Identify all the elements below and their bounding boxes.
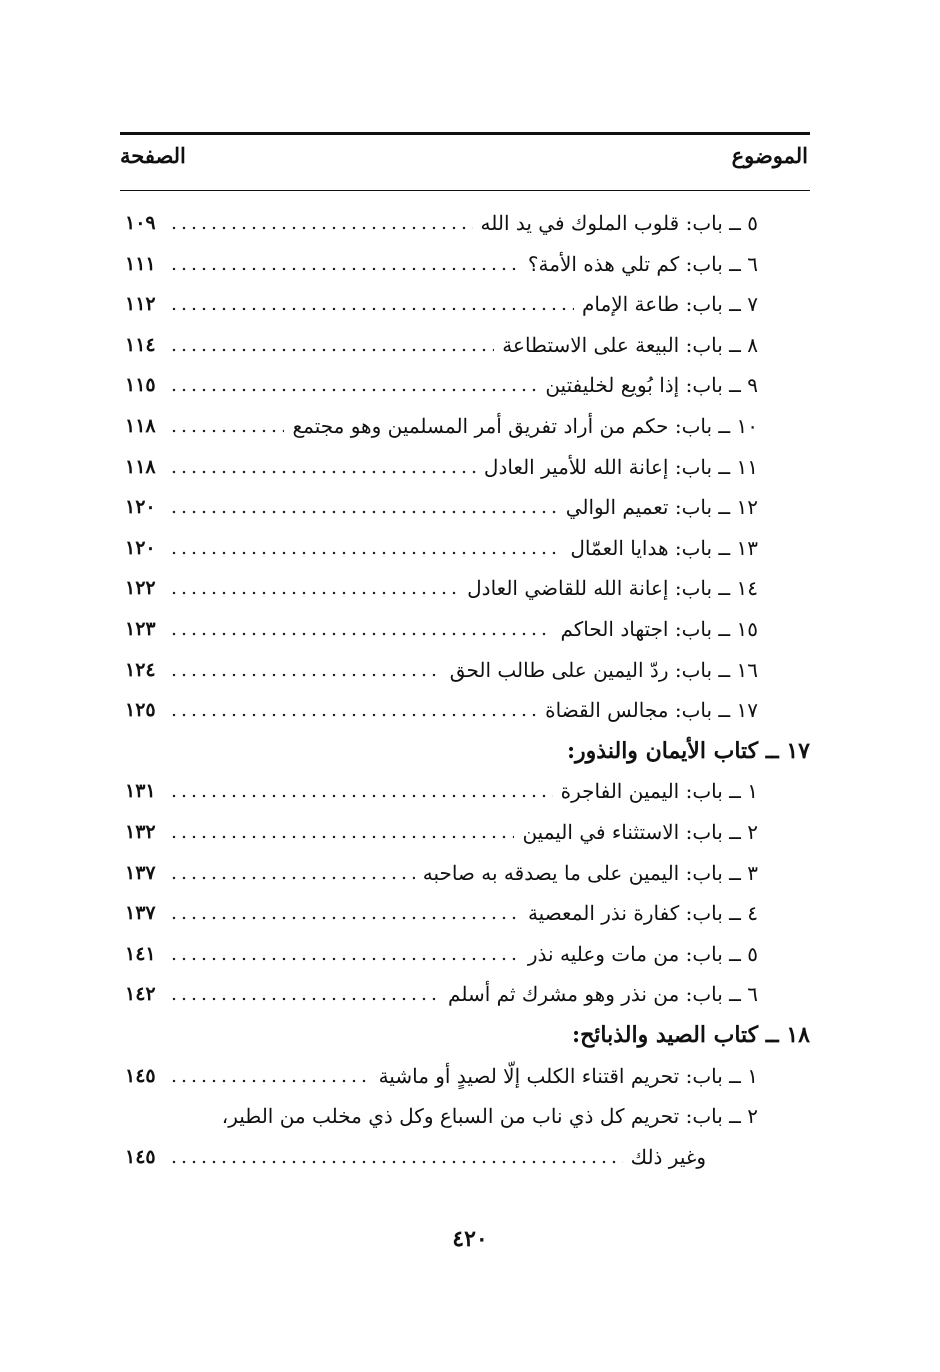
entry-page-number: ١٣١	[125, 780, 156, 803]
entry-page-number: ١١٥	[125, 374, 156, 397]
entry-title: ١٢ ــ باب: تعميم الوالي	[565, 495, 758, 520]
toc-entry	[125, 855, 758, 891]
dot-leader	[169, 712, 537, 718]
entry-title: وغير ذلك	[630, 1144, 706, 1169]
toc-entry	[125, 1098, 758, 1134]
entry-title: ١٤ ــ باب: إعانة الله للقاضي العادل	[467, 576, 758, 601]
dot-leader	[169, 590, 459, 596]
entry-page-number: ١٤٥	[125, 1145, 156, 1168]
entry-title: ١ ــ باب: اليمين الفاجرة	[560, 779, 758, 804]
dot-leader	[169, 672, 442, 678]
toc-entry	[125, 692, 758, 728]
entry-page-number: ١١٨	[125, 415, 156, 437]
dot-leader	[169, 306, 574, 312]
entry-title: ١٠ ــ باب: حكم من أراد تفريق أمر المسلمين وهو مجتمع	[292, 414, 758, 438]
toc-entry	[125, 936, 758, 972]
toc-entry	[125, 1058, 758, 1094]
entry-title: ٢ ــ باب: الاستثناء في اليمين	[522, 820, 758, 844]
entry-page-number: ١١٤	[125, 333, 156, 356]
toc-entry	[125, 367, 758, 403]
dot-leader	[169, 1078, 371, 1084]
toc-entry	[125, 205, 758, 241]
entry-page-number: ١٤٥	[125, 1064, 156, 1087]
entry-title: ١٧ ــ باب: مجالس القضاة	[545, 698, 758, 723]
toc-entry	[125, 652, 758, 688]
dot-leader	[169, 509, 558, 515]
section-title: ١٧ ــ كتاب الأيمان والنذور:	[566, 737, 810, 764]
toc-entry	[125, 246, 758, 282]
entry-title: ٧ ــ باب: طاعة الإمام	[582, 292, 758, 317]
dot-leader	[169, 225, 473, 231]
topic-column-header: الموضوع	[731, 143, 808, 168]
entry-page-number: ١٣٢	[125, 821, 156, 843]
dot-leader	[169, 793, 553, 799]
dot-leader	[169, 347, 494, 353]
dot-leader	[169, 875, 415, 881]
toc-entry	[125, 611, 758, 647]
entry-page-number: ١٢٢	[125, 577, 156, 600]
toc-entry	[125, 449, 758, 485]
section-title: ١٨ ــ كتاب الصيد والذبائح:	[571, 1022, 810, 1048]
entry-title: ١٦ ــ باب: ردّ اليمين على طالب الحق	[449, 657, 758, 682]
toc-entry	[125, 773, 758, 809]
toc-entry	[125, 489, 758, 525]
entry-title: ٩ ــ باب: إذا بُويع لخليفتين	[545, 373, 758, 398]
entry-title: ١٥ ــ باب: اجتهاد الحاكم	[560, 617, 758, 641]
entry-page-number: ١٣٧	[125, 861, 156, 884]
entry-title: ١٣ ــ باب: هدايا العمّال	[570, 535, 758, 560]
entry-title: ٦ ــ باب: كم تلي هذه الأمة؟	[527, 251, 758, 276]
toc-entry	[125, 530, 758, 566]
entry-title: ٤ ــ باب: كفارة نذر المعصية	[527, 901, 758, 926]
toc-entry	[125, 814, 758, 850]
entry-title: ١١ ــ باب: إعانة الله للأمير العادل	[483, 454, 758, 479]
toc-entry	[125, 976, 758, 1012]
entry-title: ٥ ــ باب: قلوب الملوك في يد الله	[480, 211, 758, 235]
entry-page-number: ١٤١	[125, 942, 156, 965]
dot-leader	[169, 631, 552, 637]
entry-page-number: ١٣٧	[125, 902, 156, 925]
dot-leader	[169, 956, 520, 962]
entry-title: ٢ ــ باب: تحريم كل ذي ناب من السباع وكل ذي مخلب من الطير،	[221, 1104, 758, 1129]
toc-entry	[125, 1139, 758, 1175]
toc-section-heading	[572, 1017, 810, 1053]
entry-page-number: ١١٢	[125, 293, 156, 316]
entry-title: ٦ ــ باب: من نذر وهو مشرك ثم أسلم	[448, 982, 758, 1007]
entry-page-number: ١٢٠	[125, 536, 156, 559]
entry-title: ٨ ــ باب: البيعة على الاستطاعة	[502, 332, 758, 357]
entry-page-number: ١٢٤	[125, 658, 156, 681]
dot-leader	[169, 550, 562, 556]
toc-entry	[125, 286, 758, 322]
dot-leader	[169, 1159, 623, 1165]
dot-leader	[169, 428, 284, 434]
dot-leader	[169, 266, 520, 272]
dot-leader	[169, 996, 440, 1002]
toc-entry	[125, 408, 758, 444]
entry-page-number: ١٤٢	[125, 983, 156, 1006]
entry-title: ١ ــ باب: تحريم اقتناء الكلب إلّا لصيدٍ أو ماشية	[378, 1063, 758, 1088]
entry-title: ٥ ــ باب: من مات وعليه نذر	[527, 941, 758, 966]
entry-page-number: ١٢٥	[125, 699, 156, 722]
entry-page-number: ١٢٠	[125, 496, 156, 519]
toc-section-heading	[567, 733, 810, 769]
page-number: ٤٢٠	[452, 1226, 488, 1252]
dot-leader	[169, 387, 537, 393]
toc-entry	[125, 895, 758, 931]
entry-page-number: ١١٨	[125, 455, 156, 478]
page-column-header: الصفحة	[120, 143, 186, 168]
entry-page-number: ١٠٩	[125, 212, 156, 234]
entry-page-number: ١١١	[125, 252, 156, 275]
entry-title: ٣ ــ باب: اليمين على ما يصدقه به صاحبه	[422, 860, 758, 885]
dot-leader	[169, 915, 520, 921]
entry-page-number: ١٢٣	[125, 618, 156, 640]
toc-entry	[125, 327, 758, 363]
header-top-rule	[120, 132, 810, 135]
dot-leader	[169, 469, 476, 475]
dot-leader	[169, 834, 514, 840]
toc-entry	[125, 570, 758, 606]
header-bottom-rule	[120, 190, 810, 191]
